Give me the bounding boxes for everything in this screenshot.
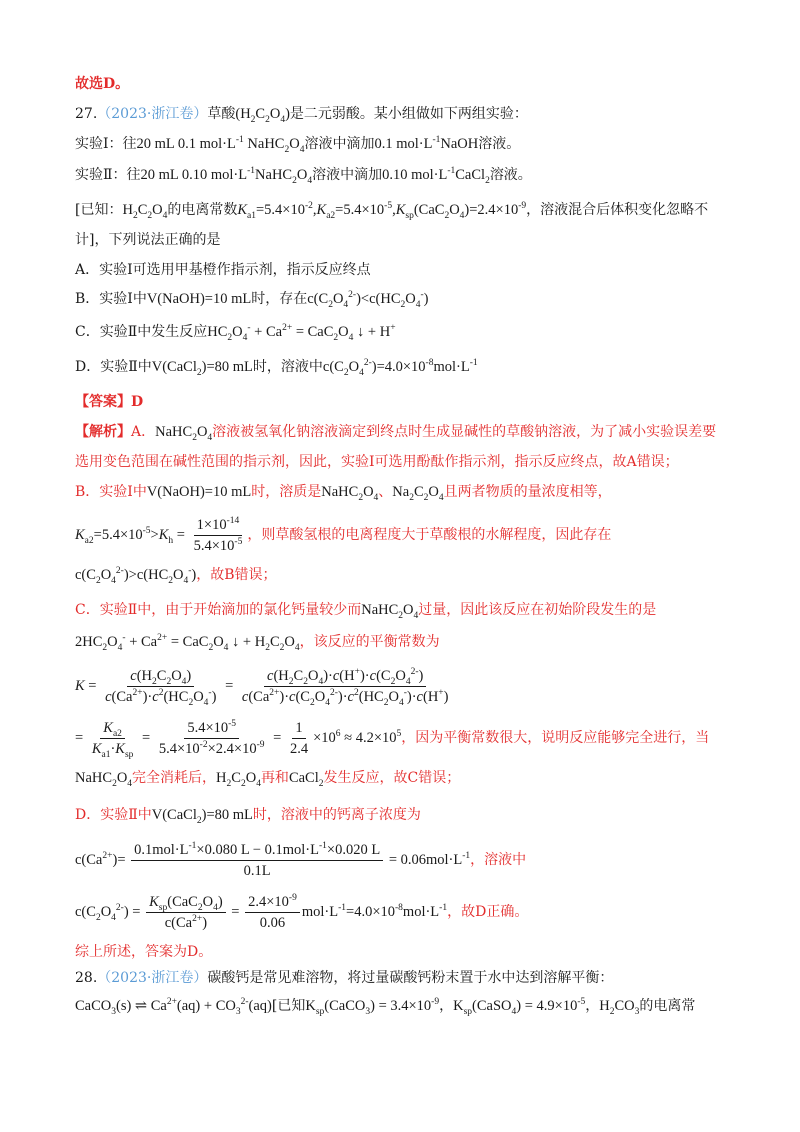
experiment-1: 实验Ⅰ：往20 mL 0.1 $mol\cdot L^{-1}$ $NaHC_2O_4$溶液中滴加0.1 $mol\cdot L^{-1}NaOH$溶液。 (75, 135, 521, 155)
analysis-a-line-2: 选用变色范围在碱性范围的指示剂，因此，实验Ⅰ可选用酚酞作指示剂，指示反应终点，故A错误； (75, 454, 679, 470)
previous-answer-conclusion: 故选D。 (75, 76, 130, 92)
option-d: D．实验Ⅱ中V(CaCl$_2$)=80 mL时，溶液中$c(C_2O_4^{2-})=4.0\times 10^{-8}mol\cdot L^{-1}$ (75, 358, 478, 378)
known-constants-continued: 计]，下列说法正确的是 (75, 232, 221, 248)
option-a: A．实验Ⅰ可选用甲基橙作指示剂，指示反应终点 (75, 262, 371, 278)
analysis-c-line-1: C．实验Ⅱ中，由于开始滴加的氯化钙量较少而$NaHC_2O_4$过量，因此该反应在初始阶段发生的是 (75, 602, 657, 621)
question-source: （2023·浙江卷） (97, 106, 208, 122)
question-27-stem: 27.（2023·浙江卷）草酸$(H_2C_2O_4)$是二元弱酸。某小组做如下两组实验： (75, 106, 528, 125)
equilibrium-constant-expression: K = $\frac{c(H_2C_2O_4)}{c(Ca^{2+})\cdot c^2(HC_2O_4^-)}$ = $\frac{c(H_2C_2O_4)\cdot c(H^+)\cdot c(C_2O_4^{2-})}{c(Ca^{2+})\cdot c(C_2O_4^{2-})\cdot c^2(HC_2O_4^-)\cdot c(H^+)}$ (75, 667, 449, 709)
analysis-a-line-1: 【解析】A．$NaHC_2O_4$溶液被氢氧化钠溶液滴定到终点时生成显碱性的草酸钠溶液，为了减小实验误差要 (75, 424, 717, 443)
analysis-c-reaction: $2HC_2O_4^- + Ca^{2+} = CaC_2O_4$ ↓ + $H_2C_2O_4$，该反应的平衡常数为 (75, 633, 440, 653)
question-28-equilibrium: CaCO$_3$(s) ⇌ $Ca^{2+}(aq) + CO_3^{2-}(aq)$[已知$K_{sp}(CaCO_3) = 3.4\times 10^{-9}$，$K_{sp}(CaSO_4) = 4.9\times 10^{-5}$，$H_2CO_3$的电离常 (75, 997, 696, 1017)
question-number: 28. (75, 970, 98, 986)
analysis-b-line-1: B．实验Ⅰ中V(NaOH)=10 mL时，溶质是$NaHC_2O_4$、$Na_2C_2O_4$且两者物质的量浓度相等， (75, 484, 612, 503)
question-number: 27. (75, 106, 98, 122)
oxalate-ion-concentration: $c(C_2O_4^{2-})$ = $\frac{K_{sp}(CaC_2O_4)}{c(Ca^{2+})}$ = $\frac{2.4\times 10^{-9}}{0.06}$ $mol\cdot L^{-1}=4.0\times 10^{-8}mol\cdot L^{-1}$，故D正确。 (75, 893, 529, 932)
question-28-stem: 28.（2023·浙江卷）碳酸钙是常见难溶物，将过量碳酸钙粉末置于水中达到溶解平衡： (75, 970, 614, 986)
analysis-c-line-last: $NaHC_2O_4$完全消耗后，$H_2C_2O_4$再和CaCl$_2$发生反应，故C错误； (75, 770, 461, 789)
answer-line: 【答案】D (75, 394, 144, 410)
question-source: （2023·浙江卷） (97, 970, 208, 986)
option-c: C．实验Ⅱ中发生反应$HC_2O_4^- + Ca^{2+} = CaC_2O_4$ ↓ + H+ (75, 323, 396, 343)
experiment-2: 实验Ⅱ：往20 mL 0.10 $mol\cdot L^{-1}NaHC_2O_4$溶液中滴加0.10 $mol\cdot L^{-1}CaCl_2$溶液。 (75, 166, 532, 186)
analysis-b-line-3: $c(C_2O_4^{2-})>c(HC_2O_4^-)$，故B错误； (75, 566, 277, 586)
known-constants: [已知：$H_2C_2O_4$的电离常数$K_{a1}=5.4\times 10^{-2},K_{a2}=5.4\times 10^{-5},K_{sp}(CaC_2O_4)=2.4\times 10^{-9}$，溶液混合后体积变化忽略不 (75, 201, 709, 221)
analysis-b-line-2: $K_{a2}=5.4\times 10^{-5}>K_h$ = $\frac{1\times 10^{-14}}{5.4\times 10^{-5}}$ ，则草酸氢根的电离程度大于草酸根的水解程度，因此存在 (75, 516, 612, 555)
summary: 综上所述，答案为D。 (75, 944, 213, 960)
option-b: B．实验Ⅰ中V(NaOH)=10 mL时，存在$c(C_2O_4^{2-})<c(HC_2O_4^-)$ (75, 290, 429, 310)
calcium-ion-concentration: $c(Ca^{2+})=$ $\frac{0.1mol\cdot L^{-1}\times 0.080 L - 0.1mol\cdot L^{-1}\times 0.020 L}{0.1L}$ = $0.06mol\cdot L^{-1}$，溶液中 (75, 841, 527, 880)
equilibrium-constant-value: = $\frac{K_{a2}}{K_{a1}\cdot K_{sp}}$ = $\frac{5.4\times 10^{-5}}{5.4\times 10^{-2}\times 2.4\times 10^{-9}}$ = $\frac{1}{2.4}$ $\times 10^6 \approx 4.2\times 10^5$，因为平衡常数很大，说明反应能够完全进行，当 (75, 719, 710, 761)
analysis-d-line-1: D．实验Ⅱ中V(CaCl$_2$)=80 mL时，溶液中的钙离子浓度为 (75, 807, 421, 826)
